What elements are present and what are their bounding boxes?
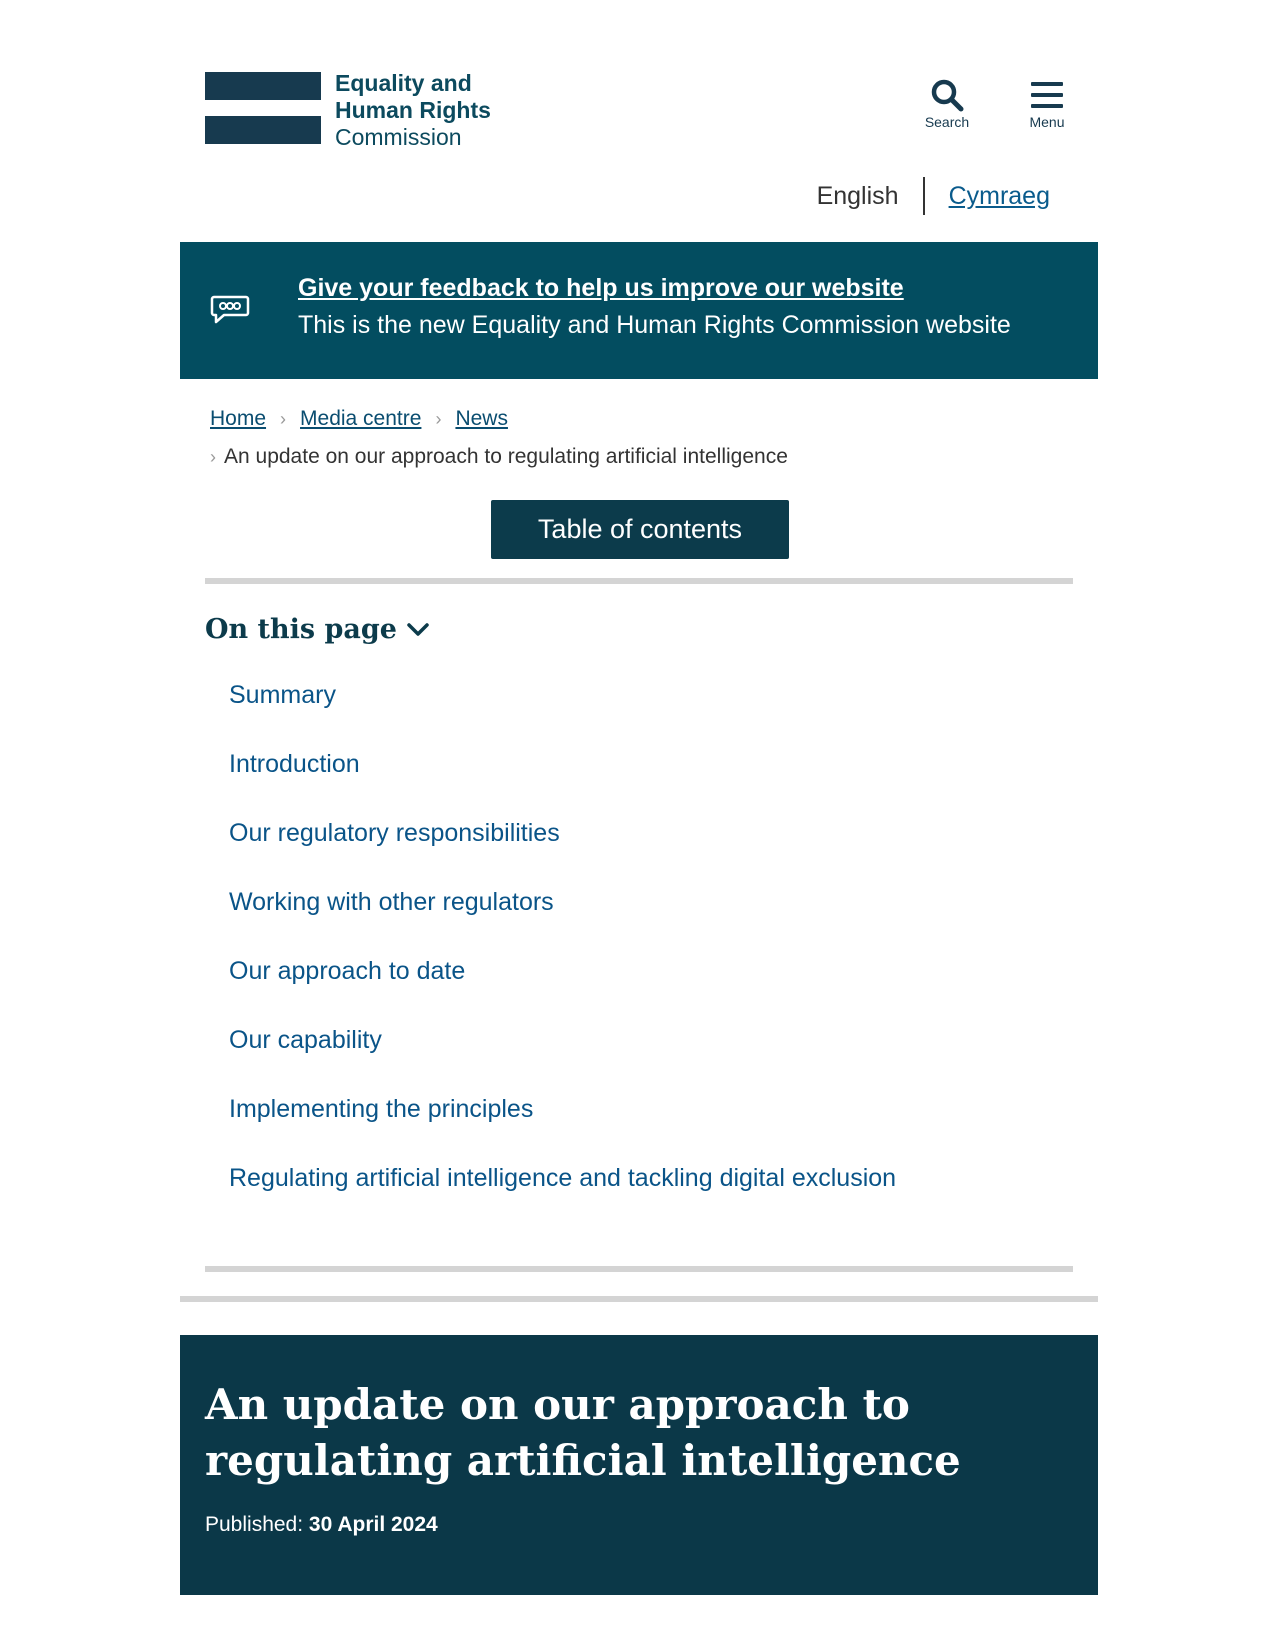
menu-label: Menu xyxy=(1029,114,1065,130)
breadcrumb-news[interactable]: News xyxy=(455,407,508,430)
list-item xyxy=(229,1164,896,1233)
breadcrumb-row xyxy=(210,400,1070,438)
search-icon xyxy=(930,78,964,112)
toc-link-capability[interactable]: Our capability xyxy=(229,1026,382,1054)
feedback-banner xyxy=(180,242,1098,379)
toc-link-approach-to-date[interactable]: Our approach to date xyxy=(229,957,466,985)
on-this-page-list xyxy=(229,681,896,1233)
breadcrumb-current-row xyxy=(210,438,1070,476)
banner-text: This is the new Equality and Human Rights Commission website xyxy=(298,311,1011,339)
toc-link-summary[interactable]: Summary xyxy=(229,681,336,709)
toc-link-introduction[interactable]: Introduction xyxy=(229,750,360,778)
breadcrumb-current: An update on our approach to regulating artificial intelligence xyxy=(224,445,788,468)
chevron-right-icon: › xyxy=(435,409,442,429)
toc-link-digital-exclusion[interactable]: Regulating artificial intelligence and tackling digital exclusion xyxy=(229,1164,897,1192)
language-switcher xyxy=(817,176,1050,216)
logo-line-3: Commission xyxy=(335,124,462,150)
breadcrumb xyxy=(210,400,1070,476)
toc-link-other-regulators[interactable]: Working with other regulators xyxy=(229,888,554,916)
list-item xyxy=(229,888,896,957)
logo-mark xyxy=(205,72,321,146)
chevron-down-icon xyxy=(407,622,429,638)
language-current: English xyxy=(816,181,899,210)
logo-line-1: Equality and xyxy=(335,70,472,96)
logo-bar-bottom xyxy=(205,116,321,144)
divider xyxy=(205,578,1073,584)
published-label: Published: xyxy=(205,1513,304,1536)
toc-link-implementing-principles[interactable]: Implementing the principles xyxy=(229,1095,534,1123)
feedback-link[interactable]: Give your feedback to help us improve our website xyxy=(298,274,904,302)
published-date: 30 April 2024 xyxy=(308,1513,438,1536)
list-item xyxy=(229,1026,896,1095)
logo-bar-top xyxy=(205,72,321,100)
page-title: An update on our approach to regulating artificial intelligence xyxy=(205,1380,961,1485)
breadcrumb-media-centre[interactable]: Media centre xyxy=(300,407,422,430)
language-cymraeg-link[interactable]: Cymraeg xyxy=(948,181,1050,210)
published-info xyxy=(205,1513,438,1537)
divider xyxy=(180,1296,1098,1302)
speech-bubble-icon xyxy=(210,294,250,326)
hamburger-icon xyxy=(1030,78,1064,112)
search-button[interactable] xyxy=(912,78,982,130)
article-header xyxy=(180,1335,1098,1595)
page xyxy=(180,0,1098,1650)
chevron-right-icon: › xyxy=(210,447,216,467)
chevron-right-icon: › xyxy=(280,409,287,429)
breadcrumb-home[interactable]: Home xyxy=(210,407,267,430)
list-item xyxy=(229,819,896,888)
table-of-contents-button[interactable]: Table of contents xyxy=(491,500,789,559)
logo-line-2: Human Rights xyxy=(335,97,491,123)
toc-link-regulatory-responsibilities[interactable]: Our regulatory responsibilities xyxy=(229,819,560,847)
divider xyxy=(205,1266,1073,1272)
list-item xyxy=(229,681,896,750)
list-item xyxy=(229,750,896,819)
list-item xyxy=(229,957,896,1026)
logo-wordmark xyxy=(335,70,491,151)
list-item xyxy=(229,1095,896,1164)
search-label: Search xyxy=(924,114,970,130)
ehrc-logo[interactable] xyxy=(205,72,505,152)
menu-button[interactable] xyxy=(1012,78,1082,130)
on-this-page-toggle[interactable] xyxy=(205,614,429,645)
on-this-page-heading: On this page xyxy=(205,614,397,645)
